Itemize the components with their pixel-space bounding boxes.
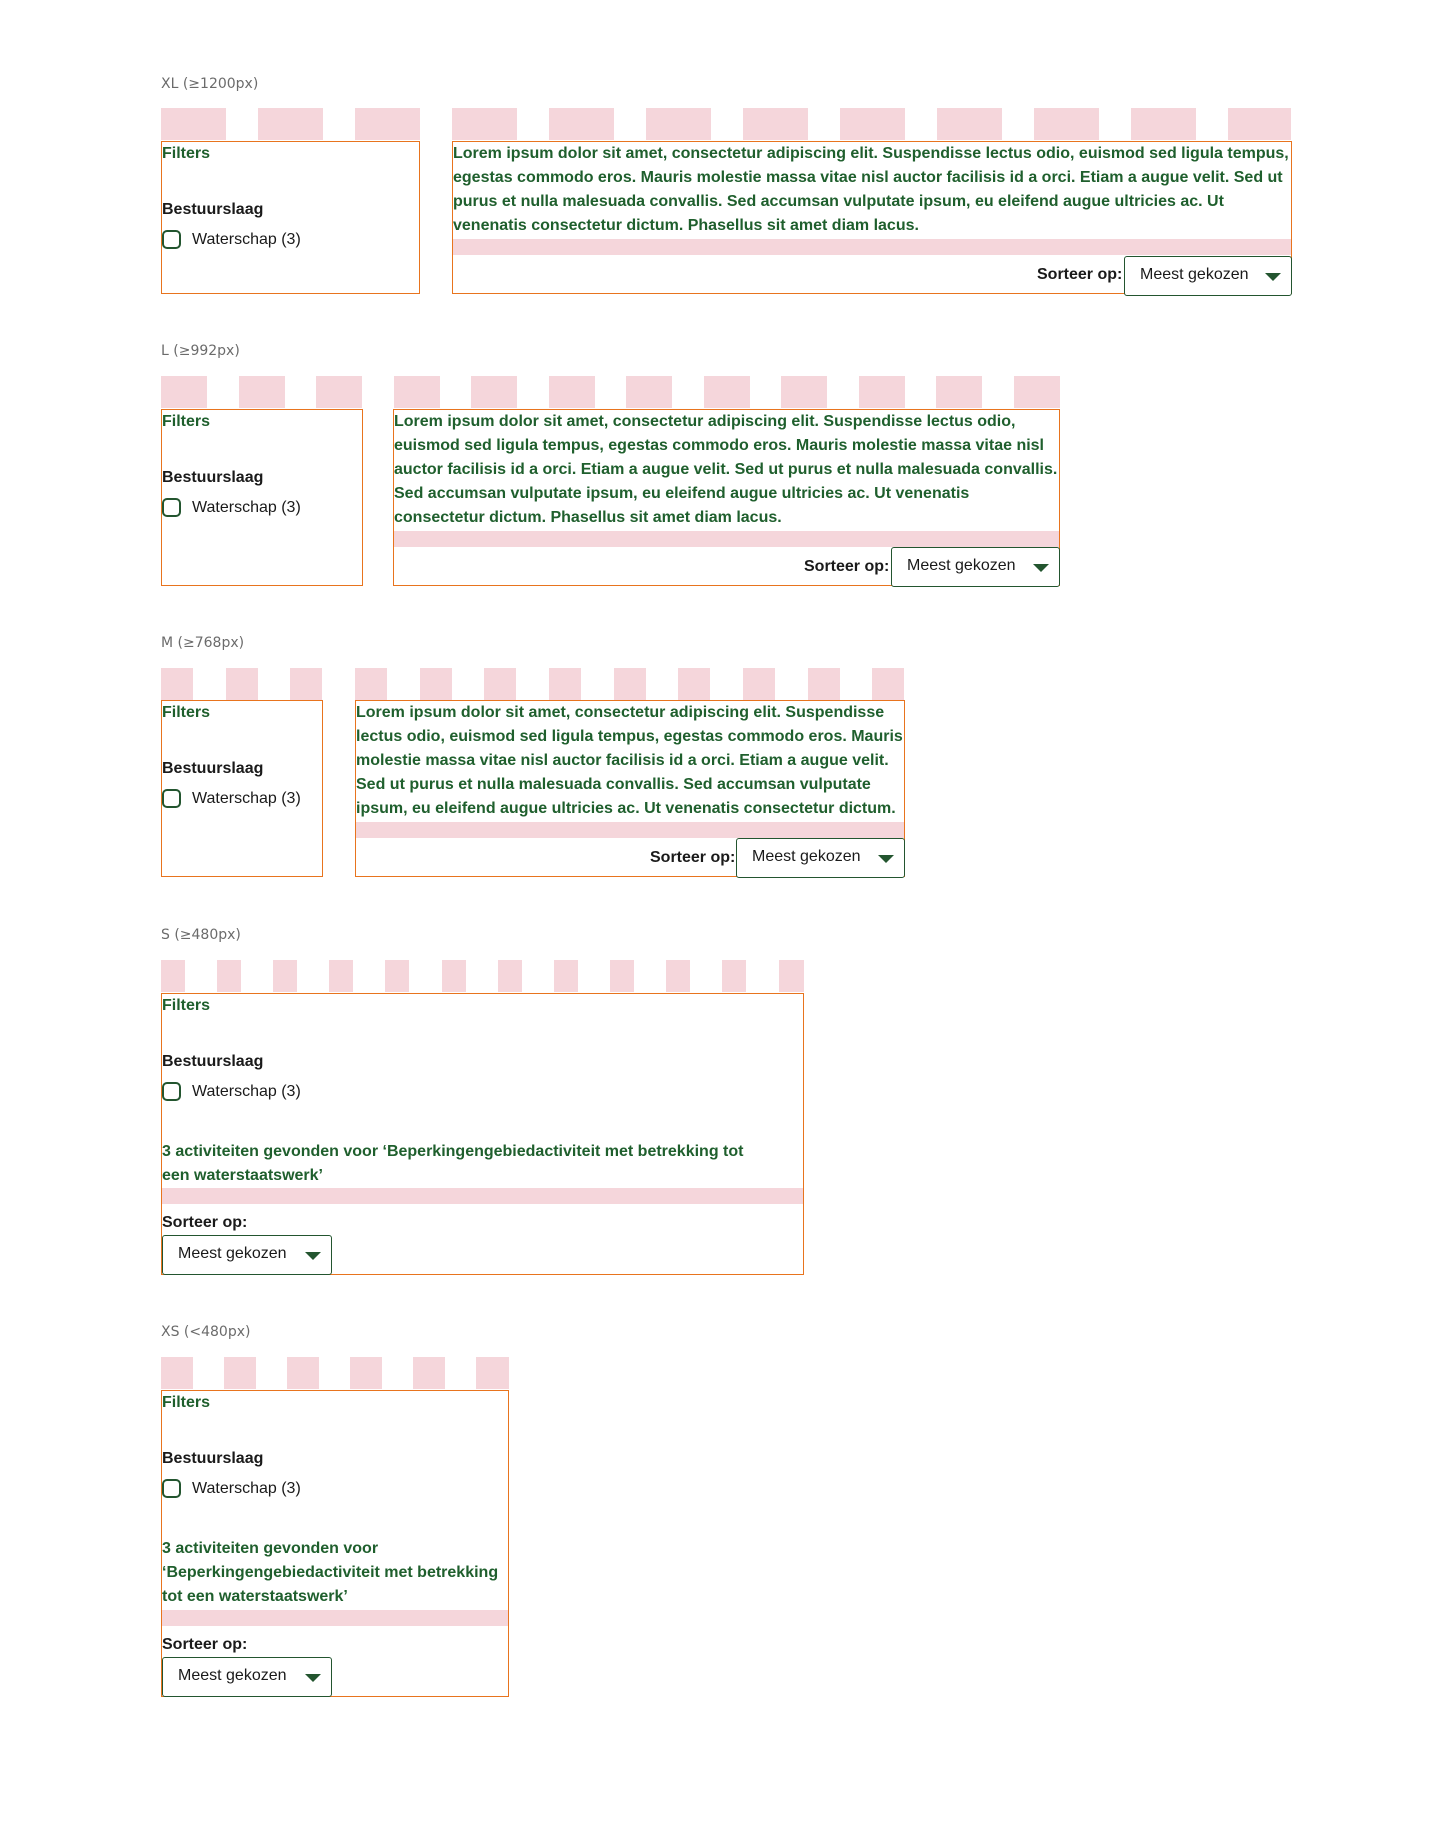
grid-column [678,668,710,700]
sort-select-value: Meest gekozen [907,557,1016,574]
grid-column [161,960,185,992]
filters-panel [161,409,363,586]
grid-column [779,960,804,992]
grid-column [549,376,595,408]
checkbox[interactable] [162,789,181,808]
grid-column [549,668,581,700]
results-intro: 3 activiteiten gevonden voor ‘Beperkingengebiedactiviteit met betrekking tot een waterstaatswerk’ [162,1540,499,1605]
filter-option[interactable] [162,789,301,808]
grid-column [226,668,258,700]
chevron-down-icon [1265,273,1281,281]
results-intro: Lorem ipsum dolor sit amet, consectetur adipiscing elit. Suspendisse lectus odio, euismod sed ligula tempus, egestas commodo eros. Mauris molestie massa vitae nisl auctor facilisis id a orci. Etiam a augue velit. Sed ut purus et nulla malesuada convallis. Sed accumsan vulputate ipsum, eu eleifend augue ultricies ac. Ut venenatis consectetur dictum. Phasellus sit amet diam lacus. [394,413,1058,526]
grid-columns [161,1357,509,1389]
sort-label: Sorteer op: [650,849,736,866]
filters-title: Filters [162,1394,211,1411]
checkbox[interactable] [162,1479,181,1498]
spacing-band [356,822,904,838]
grid-column [614,668,646,700]
breakpoint-label: XL (≥1200px) [161,76,259,92]
grid-column [161,376,207,408]
filters-panel [161,141,420,294]
grid-column [840,108,905,140]
grid-column [476,1357,509,1389]
filter-option[interactable] [162,1479,301,1498]
sort-select[interactable] [162,1657,332,1697]
filter-option[interactable] [162,230,301,249]
grid-column [273,960,297,992]
grid-column [936,376,982,408]
stacked-panel [161,1390,509,1697]
filters-title: Filters [162,145,211,162]
grid-column [808,668,840,700]
results-panel [452,141,1292,294]
breakpoint-label: S (≥480px) [161,927,241,943]
checkbox[interactable] [162,1082,181,1101]
sort-select[interactable] [736,838,905,878]
checkbox-label: Waterschap (3) [192,498,301,516]
grid-column [859,376,905,408]
grid-column [743,108,808,140]
sort-select[interactable] [1124,256,1292,296]
stacked-panel [161,993,804,1275]
grid-column [355,668,387,700]
grid-column [554,960,578,992]
grid-column [498,960,522,992]
grid-column [452,108,517,140]
chevron-down-icon [305,1674,321,1682]
checkbox-label: Waterschap (3) [192,1479,301,1497]
results-panel [355,700,905,877]
filter-option[interactable] [162,498,301,517]
sort-label: Sorteer op: [804,558,890,575]
filters-panel [161,700,323,877]
grid-column [722,960,746,992]
grid-column [413,1357,445,1389]
grid-columns [161,376,1061,408]
grid-column [217,960,241,992]
grid-column [350,1357,382,1389]
checkbox-label: Waterschap (3) [192,230,301,248]
grid-column [161,668,193,700]
filter-option[interactable] [162,1082,301,1101]
filter-group-title: Bestuurslaag [162,1053,264,1070]
grid-column [666,960,690,992]
grid-column [355,108,420,140]
breakpoint-label: XS (<480px) [161,1324,251,1340]
sort-select-value: Meest gekozen [178,1667,287,1684]
grid-column [704,376,750,408]
grid-column [290,668,322,700]
grid-column [626,376,672,408]
grid-column [224,1357,256,1389]
grid-column [385,960,409,992]
grid-column [239,376,285,408]
filters-title: Filters [162,413,211,430]
checkbox[interactable] [162,498,181,517]
sort-select-value: Meest gekozen [752,848,861,865]
chevron-down-icon [305,1252,321,1260]
chevron-down-icon [1033,564,1049,572]
grid-column [781,376,827,408]
sort-select[interactable] [162,1235,332,1275]
grid-column [287,1357,319,1389]
grid-column [1228,108,1291,140]
grid-column [471,376,517,408]
grid-column [161,108,226,140]
filter-group-title: Bestuurslaag [162,760,264,777]
spacing-band [394,531,1059,547]
results-intro: Lorem ipsum dolor sit amet, consectetur adipiscing elit. Suspendisse lectus odio, euismod sed ligula tempus, egestas commodo eros. Mauris molestie massa vitae nisl auctor facilisis id a orci. Etiam a augue velit. Sed ut purus et nulla malesuada convallis. Sed accumsan vulputate ipsum, eu eleifend augue ultricies ac. Ut venenatis consectetur dictum. [356,704,903,817]
grid-column [1131,108,1196,140]
filter-group-title: Bestuurslaag [162,469,264,486]
grid-column [610,960,634,992]
grid-column [329,960,353,992]
grid-column [442,960,466,992]
grid-column [394,376,440,408]
grid-column [1014,376,1060,408]
grid-column [937,108,1002,140]
filters-title: Filters [162,997,211,1014]
grid-column [1034,108,1099,140]
checkbox-label: Waterschap (3) [192,1082,301,1100]
results-intro: Lorem ipsum dolor sit amet, consectetur adipiscing elit. Suspendisse lectus odio, euismod sed ligula tempus, egestas commodo eros. Mauris molestie massa vitae nisl auctor facilisis id a orci. Etiam a augue velit. Sed ut purus et nulla malesuada convallis. Sed accumsan vulputate ipsum, eu eleifend augue ultricies ac. Ut venenatis consectetur dictum. Phasellus sit amet diam lacus. [453,145,1289,234]
filter-group-title: Bestuurslaag [162,1450,264,1467]
grid-column [549,108,614,140]
sort-label: Sorteer op: [162,1636,248,1653]
grid-column [161,1357,193,1389]
filters-title: Filters [162,704,211,721]
grid-column [743,668,775,700]
grid-column [484,668,516,700]
spacing-band [453,239,1291,255]
checkbox[interactable] [162,230,181,249]
results-panel [393,409,1060,586]
grid-column [420,668,452,700]
grid-column [646,108,711,140]
breakpoint-label: M (≥768px) [161,635,245,651]
grid-columns [161,668,906,700]
sort-select[interactable] [891,547,1060,587]
checkbox-label: Waterschap (3) [192,789,301,807]
spacing-band [162,1610,508,1626]
grid-column [316,376,362,408]
breakpoint-label: L (≥992px) [161,343,240,359]
spacing-band [162,1188,803,1204]
grid-columns [161,960,804,992]
sort-select-value: Meest gekozen [1140,266,1249,283]
chevron-down-icon [878,855,894,863]
filter-group-title: Bestuurslaag [162,201,264,218]
sort-label: Sorteer op: [1037,266,1123,283]
sort-select-value: Meest gekozen [178,1245,287,1262]
grid-columns [161,108,1291,140]
results-intro: 3 activiteiten gevonden voor ‘Beperkingengebiedactiviteit met betrekking tot een waterstaatswerk’ [162,1143,744,1184]
grid-column [872,668,904,700]
grid-column [258,108,323,140]
sort-label: Sorteer op: [162,1214,248,1231]
